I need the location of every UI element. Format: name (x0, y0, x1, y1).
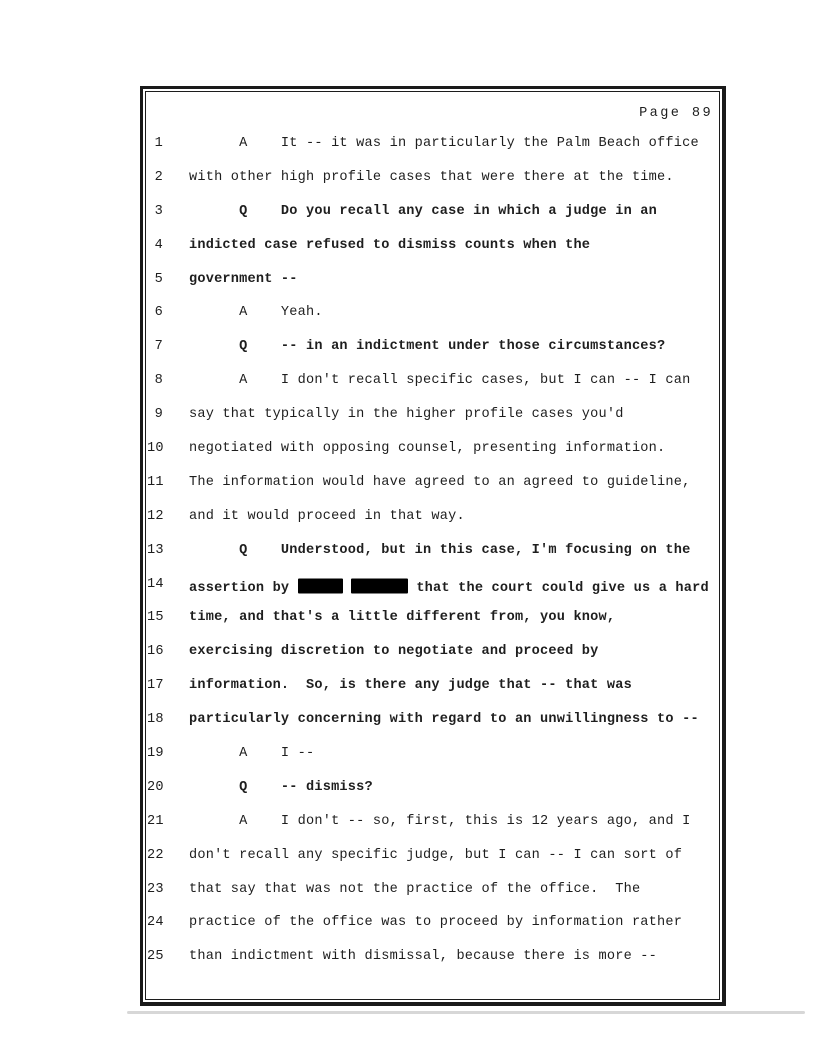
line-number: 10 (147, 441, 164, 457)
line-text: A Yeah. (189, 305, 323, 321)
transcript-line (143, 338, 722, 372)
line-number: 3 (154, 203, 163, 219)
line-text: Q -- in an indictment under those circumstances? (189, 339, 666, 355)
line-number: 8 (154, 373, 163, 389)
transcript-line (143, 237, 722, 271)
line-text: assertion by that the court could give us a hard (189, 576, 709, 597)
line-text: particularly concerning with regard to an unwillingness to -- (189, 712, 699, 728)
line-text: exercising discretion to negotiate and proceed by (189, 644, 599, 660)
line-text: with other high profile cases that were there at the time. (189, 169, 674, 185)
transcript-line (143, 304, 722, 338)
line-text: say that typically in the higher profile cases you'd (189, 407, 624, 423)
line-text: and it would proceed in that way. (189, 508, 465, 524)
line-number: 1 (154, 136, 163, 151)
line-text: than indictment with dismissal, because there is more -- (189, 949, 658, 965)
page-number: Page 89 (639, 106, 713, 121)
transcript-line (143, 813, 722, 847)
redaction-box (298, 578, 343, 593)
line-text: Q Understood, but in this case, I'm focusing on the (189, 542, 691, 558)
line-number: 6 (154, 305, 163, 321)
line-text: government -- (189, 271, 298, 287)
page-frame (140, 86, 726, 1006)
transcript-line (143, 474, 722, 508)
transcript-body (143, 135, 722, 982)
transcript-line (143, 609, 722, 643)
line-text: practice of the office was to proceed by information rather (189, 915, 683, 931)
line-text: time, and that's a little different from, you know, (189, 610, 616, 626)
line-number: 7 (154, 339, 163, 355)
line-text: negotiated with opposing counsel, presenting information. (189, 441, 666, 457)
line-text: A I don't -- so, first, this is 12 years ago, and I (189, 813, 691, 829)
line-text: don't recall any specific judge, but I can -- I can sort of (189, 847, 683, 863)
line-text: The information would have agreed to an agreed to guideline, (189, 474, 691, 490)
transcript-line (143, 542, 722, 576)
redaction-box (351, 578, 408, 593)
transcript-line (143, 135, 722, 169)
transcript-line (143, 372, 722, 406)
scan-artifact-line (127, 1011, 805, 1014)
transcript-line (143, 643, 722, 677)
line-text: indicted case refused to dismiss counts when the (189, 237, 591, 253)
line-number: 20 (147, 779, 164, 795)
line-text: A I -- (189, 746, 315, 762)
line-number: 9 (154, 407, 163, 423)
line-number: 25 (147, 949, 164, 965)
line-number: 19 (147, 746, 164, 762)
transcript-line (143, 745, 722, 779)
transcript-line (143, 711, 722, 745)
line-number: 16 (147, 644, 164, 660)
line-text: Q -- dismiss? (189, 779, 373, 795)
transcript-line (143, 881, 722, 915)
transcript-line (143, 948, 722, 982)
line-number: 11 (147, 474, 164, 490)
transcript-line (143, 406, 722, 440)
line-number: 2 (154, 169, 163, 185)
line-number: 24 (147, 915, 164, 931)
transcript-line (143, 576, 722, 610)
line-text: A It -- it was in particularly the Palm Beach office (189, 136, 699, 151)
line-text: A I don't recall specific cases, but I can -- I can (189, 373, 691, 389)
transcript-line (143, 779, 722, 813)
line-number: 15 (147, 610, 164, 626)
line-number: 4 (154, 237, 163, 253)
transcript-line (143, 677, 722, 711)
line-number: 5 (154, 271, 163, 287)
transcript-line (143, 914, 722, 948)
line-number: 14 (147, 576, 164, 592)
transcript-line (143, 440, 722, 474)
line-number: 21 (147, 813, 164, 829)
line-number: 13 (147, 542, 164, 558)
transcript-line (143, 508, 722, 542)
line-number: 18 (147, 712, 164, 728)
line-number: 22 (147, 847, 164, 863)
line-text: information. So, is there any judge that -- that was (189, 678, 632, 694)
line-number: 12 (147, 508, 164, 524)
transcript-line (143, 169, 722, 203)
transcript-line (143, 847, 722, 881)
line-number: 23 (147, 881, 164, 897)
line-text: that say that was not the practice of the office. The (189, 881, 641, 897)
transcript-line (143, 203, 722, 237)
transcript-line (143, 271, 722, 305)
line-number: 17 (147, 678, 164, 694)
line-text: Q Do you recall any case in which a judge in an (189, 203, 658, 219)
